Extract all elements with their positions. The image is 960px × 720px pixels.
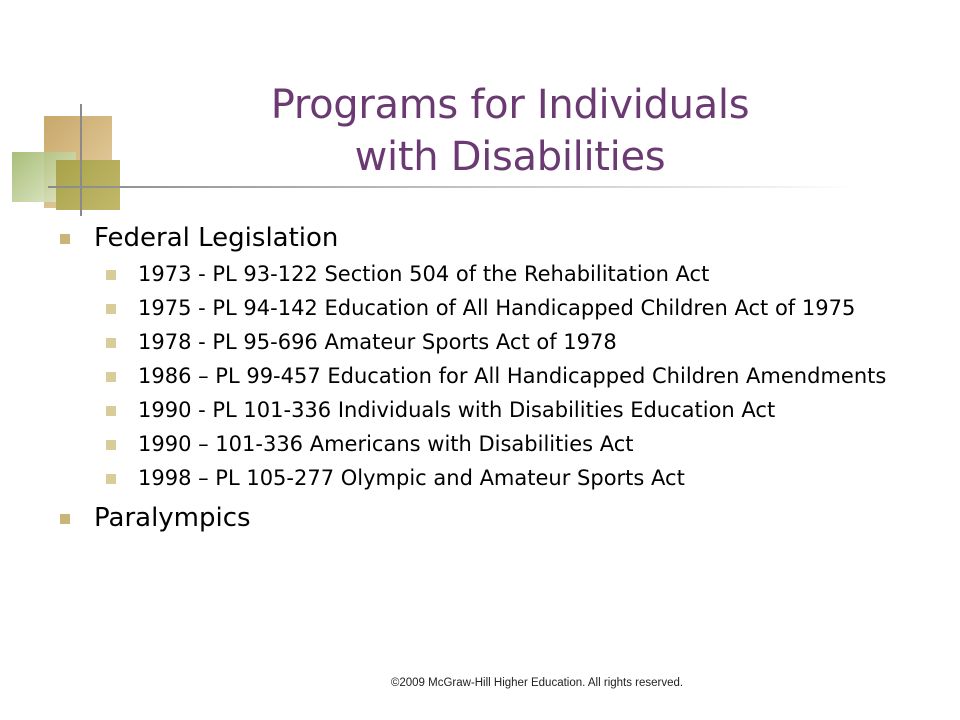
square-bullet-icon xyxy=(106,372,116,382)
square-bullet-icon xyxy=(106,440,116,450)
slide-title-line-2: with Disabilities xyxy=(354,133,666,180)
sub-bullet-text: 1998 – PL 105-277 Olympic and Amateur Sports Act xyxy=(138,466,685,490)
square-bullet-icon xyxy=(106,270,116,280)
slide-title xyxy=(140,79,880,183)
sub-bullet-text: 1990 - PL 101-336 Individuals with Disabilities Education Act xyxy=(138,398,776,422)
sub-bullet-text: 1978 - PL 95-696 Amateur Sports Act of 1978 xyxy=(138,330,617,354)
decorative-vertical-line xyxy=(80,104,82,216)
sub-bullet-text: 1973 - PL 93-122 Section 504 of the Rehabilitation Act xyxy=(138,262,710,286)
sub-bullet xyxy=(58,466,898,491)
bullet-paralympics xyxy=(58,500,898,536)
square-bullet-icon xyxy=(106,338,116,348)
square-bullet-icon xyxy=(106,304,116,314)
decorative-olive-block xyxy=(56,160,120,210)
square-bullet-icon xyxy=(60,514,70,524)
square-bullet-icon xyxy=(106,474,116,484)
legislation-sublist xyxy=(58,262,898,491)
bullet-label: Paralympics xyxy=(94,503,251,533)
sub-bullet-text: 1986 – PL 99-457 Education for All Handicapped Children Amendments xyxy=(138,364,887,388)
square-bullet-icon xyxy=(60,234,70,244)
sub-bullet xyxy=(58,296,898,321)
bullet-federal-legislation xyxy=(58,220,898,256)
sub-bullet xyxy=(58,262,898,287)
bullet-label: Federal Legislation xyxy=(94,223,339,253)
slide-title-line-1: Programs for Individuals xyxy=(270,81,750,128)
sub-bullet xyxy=(58,364,898,389)
sub-bullet xyxy=(58,330,898,355)
sub-bullet xyxy=(58,432,898,457)
bullet-list xyxy=(58,220,898,542)
square-bullet-icon xyxy=(106,406,116,416)
title-divider-line xyxy=(48,186,858,188)
sub-bullet-text: 1975 - PL 94-142 Education of All Handicapped Children Act of 1975 xyxy=(138,296,856,320)
sub-bullet xyxy=(58,398,898,423)
sub-bullet-text: 1990 – 101-336 Americans with Disabilities Act xyxy=(138,432,634,456)
copyright-footer: ©2009 McGraw-Hill Higher Education. All rights reserved. xyxy=(390,677,684,689)
